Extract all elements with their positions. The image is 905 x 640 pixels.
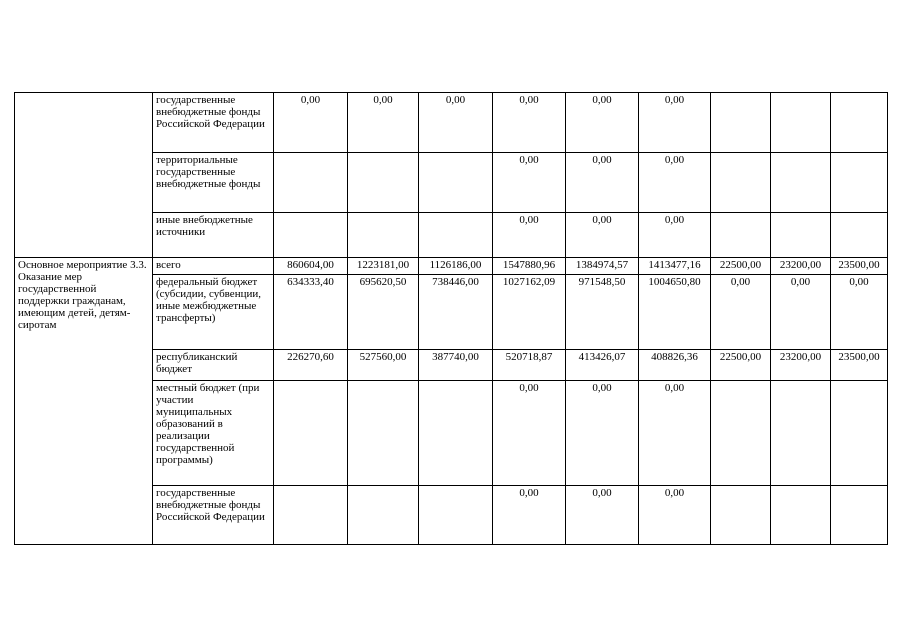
funding-source-cell: иные внебюджетные источники (153, 213, 274, 258)
value-cell (274, 213, 348, 258)
value-cell (348, 486, 419, 545)
value-cell: 0,00 (711, 275, 771, 350)
value-cell: 0,00 (639, 93, 711, 153)
value-cell (831, 93, 888, 153)
value-cell: 23200,00 (771, 350, 831, 381)
value-cell (711, 213, 771, 258)
value-cell: 0,00 (639, 486, 711, 545)
value-cell (419, 153, 493, 213)
value-cell: 0,00 (566, 213, 639, 258)
value-cell (348, 381, 419, 486)
funding-source-cell: государственные внебюджетные фонды Российской Федерации (153, 93, 274, 153)
table-row (15, 258, 888, 275)
value-cell: 0,00 (493, 213, 566, 258)
value-cell: 0,00 (493, 93, 566, 153)
value-cell (771, 381, 831, 486)
value-cell: 695620,50 (348, 275, 419, 350)
value-cell (771, 486, 831, 545)
value-cell: 1004650,80 (639, 275, 711, 350)
value-cell: 0,00 (566, 93, 639, 153)
value-cell (274, 486, 348, 545)
value-cell (711, 93, 771, 153)
value-cell: 0,00 (348, 93, 419, 153)
value-cell: 971548,50 (566, 275, 639, 350)
funding-source-cell: местный бюджет (при участии муниципальных образований в реализации государственной программы) (153, 381, 274, 486)
value-cell (419, 213, 493, 258)
value-cell: 22500,00 (711, 350, 771, 381)
value-cell: 226270,60 (274, 350, 348, 381)
measure-title-cell: Основное мероприятие 3.3. Оказание мер государственной поддержки гражданам, имеющим детей, детям-сиротам (15, 258, 153, 545)
funding-source-cell: федеральный бюджет (субсидии, субвенции, иные межбюджетные трансферты) (153, 275, 274, 350)
value-cell: 520718,87 (493, 350, 566, 381)
value-cell: 0,00 (493, 381, 566, 486)
value-cell (419, 381, 493, 486)
value-cell: 1547880,96 (493, 258, 566, 275)
value-cell: 738446,00 (419, 275, 493, 350)
value-cell: 0,00 (771, 275, 831, 350)
funding-source-cell: всего (153, 258, 274, 275)
value-cell: 0,00 (566, 381, 639, 486)
table-row (15, 93, 888, 153)
funding-source-cell: территориальные государственные внебюджетные фонды (153, 153, 274, 213)
value-cell: 387740,00 (419, 350, 493, 381)
value-cell (771, 93, 831, 153)
value-cell (831, 381, 888, 486)
value-cell (419, 486, 493, 545)
value-cell: 0,00 (419, 93, 493, 153)
value-cell (711, 486, 771, 545)
value-cell: 0,00 (639, 381, 711, 486)
value-cell: 0,00 (639, 213, 711, 258)
value-cell: 860604,00 (274, 258, 348, 275)
value-cell: 1027162,09 (493, 275, 566, 350)
value-cell (831, 153, 888, 213)
value-cell (711, 153, 771, 213)
value-cell (711, 381, 771, 486)
value-cell (274, 381, 348, 486)
value-cell: 1223181,00 (348, 258, 419, 275)
value-cell: 1384974,57 (566, 258, 639, 275)
value-cell: 0,00 (493, 486, 566, 545)
value-cell (348, 213, 419, 258)
value-cell (771, 213, 831, 258)
value-cell (348, 153, 419, 213)
value-cell: 1413477,16 (639, 258, 711, 275)
value-cell: 23200,00 (771, 258, 831, 275)
value-cell: 0,00 (274, 93, 348, 153)
value-cell: 0,00 (493, 153, 566, 213)
value-cell: 23500,00 (831, 258, 888, 275)
value-cell (274, 153, 348, 213)
value-cell: 0,00 (566, 153, 639, 213)
value-cell: 634333,40 (274, 275, 348, 350)
value-cell (831, 486, 888, 545)
value-cell: 413426,07 (566, 350, 639, 381)
value-cell (771, 153, 831, 213)
funding-source-cell: государственные внебюджетные фонды Российской Федерации (153, 486, 274, 545)
value-cell: 23500,00 (831, 350, 888, 381)
value-cell: 0,00 (566, 486, 639, 545)
value-cell: 1126186,00 (419, 258, 493, 275)
measure-cell-continued (15, 93, 153, 258)
value-cell: 0,00 (831, 275, 888, 350)
budget-table (14, 92, 888, 545)
value-cell: 22500,00 (711, 258, 771, 275)
funding-source-cell: республиканский бюджет (153, 350, 274, 381)
value-cell: 527560,00 (348, 350, 419, 381)
value-cell: 408826,36 (639, 350, 711, 381)
value-cell: 0,00 (639, 153, 711, 213)
value-cell (831, 213, 888, 258)
